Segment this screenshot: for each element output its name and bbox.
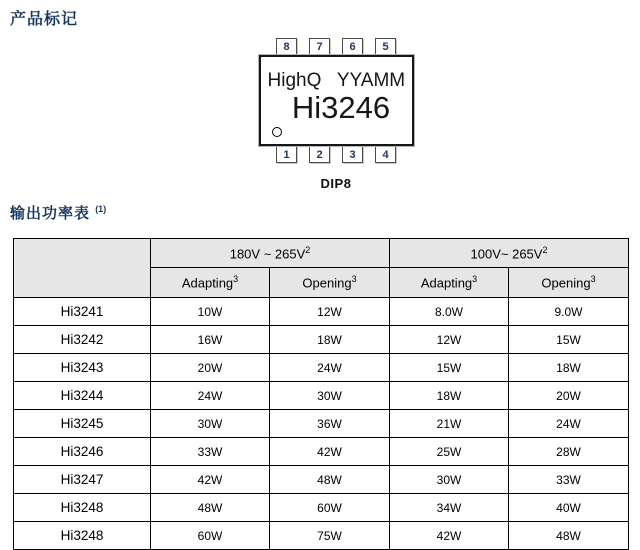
pin-5: 5 (375, 38, 396, 55)
part-number-cell: Hi3243 (14, 354, 151, 382)
col-header-opening-2 (509, 268, 629, 298)
power-value-cell: 30W (390, 466, 509, 494)
power-value-cell: 30W (270, 382, 390, 410)
power-value-cell: 15W (509, 326, 629, 354)
power-value-cell: 15W (390, 354, 509, 382)
power-value-cell: 48W (270, 466, 390, 494)
top-pin-row (276, 38, 396, 55)
chip-body (259, 55, 414, 146)
pin-4: 4 (375, 146, 396, 163)
voltage-range-2-label: 100V~ 265V (470, 246, 543, 262)
pin-2: 2 (309, 146, 330, 163)
voltage-range-1-label: 180V ~ 265V (229, 246, 306, 262)
part-number-cell: Hi3246 (14, 438, 151, 466)
part-number-cell: Hi3241 (14, 298, 151, 326)
table-row (14, 438, 629, 466)
footnote-ref-1: (1) (95, 204, 107, 214)
col-header-sup: 3 (351, 274, 357, 285)
table-group-header-row (14, 239, 629, 268)
part-number-cell: Hi3242 (14, 326, 151, 354)
table-row (14, 494, 629, 522)
col-header-label: Adapting (181, 275, 234, 291)
power-value-cell: 42W (151, 466, 270, 494)
table-row (14, 298, 629, 326)
power-value-cell: 30W (151, 410, 270, 438)
col-header-adapting-1 (151, 268, 270, 298)
power-value-cell: 60W (270, 494, 390, 522)
power-value-cell: 33W (509, 466, 629, 494)
section-title-output-power-table (10, 202, 106, 223)
part-number-cell: Hi3248 (14, 494, 151, 522)
power-value-cell: 18W (390, 382, 509, 410)
power-value-cell: 25W (390, 438, 509, 466)
chip-part-number: Hi3246 (291, 90, 391, 125)
power-value-cell: 60W (151, 522, 270, 550)
col-header-sup: 3 (233, 274, 239, 285)
power-value-cell: 20W (509, 382, 629, 410)
power-value-cell: 28W (509, 438, 629, 466)
col-header-adapting-2 (390, 268, 509, 298)
section-title-product-marking: 产品标记 (10, 11, 79, 28)
part-number-cell: Hi3244 (14, 382, 151, 410)
power-value-cell: 33W (151, 438, 270, 466)
power-value-cell: 75W (270, 522, 390, 550)
power-value-cell: 12W (390, 326, 509, 354)
part-number-cell: Hi3248 (14, 522, 151, 550)
pin-3: 3 (342, 146, 363, 163)
voltage-range-header-1 (151, 239, 390, 268)
power-value-cell: 8.0W (390, 298, 509, 326)
power-value-cell: 48W (509, 522, 629, 550)
power-value-cell: 48W (151, 494, 270, 522)
pin-1: 1 (276, 146, 297, 163)
chip-marking-line1: HighQ YYAMM (267, 70, 406, 91)
power-value-cell: 42W (390, 522, 509, 550)
part-number-cell: Hi3245 (14, 410, 151, 438)
section2-title-text: 输出功率表 (10, 205, 91, 222)
voltage-range-1-sup: 2 (305, 244, 311, 255)
table-row (14, 382, 629, 410)
power-value-cell: 24W (270, 354, 390, 382)
pin1-marker-icon (272, 127, 282, 137)
col-header-label: Adapting (420, 275, 473, 291)
output-power-table (13, 238, 629, 550)
power-value-cell: 18W (509, 354, 629, 382)
power-value-cell: 36W (270, 410, 390, 438)
chip-package-diagram (252, 38, 420, 191)
col-header-label: Opening (541, 275, 591, 291)
power-value-cell: 24W (509, 410, 629, 438)
pin-6: 6 (342, 38, 363, 55)
power-value-cell: 10W (151, 298, 270, 326)
power-value-cell: 18W (270, 326, 390, 354)
power-value-cell: 16W (151, 326, 270, 354)
power-value-cell: 42W (270, 438, 390, 466)
pin-7: 7 (309, 38, 330, 55)
power-value-cell: 40W (509, 494, 629, 522)
col-header-label: Opening (302, 275, 352, 291)
power-value-cell: 9.0W (509, 298, 629, 326)
part-number-cell: Hi3247 (14, 466, 151, 494)
voltage-range-2-sup: 2 (542, 244, 548, 255)
table-row (14, 410, 629, 438)
corner-cell (14, 239, 151, 298)
table-row (14, 354, 629, 382)
table-row (14, 522, 629, 550)
table-row (14, 326, 629, 354)
voltage-range-header-2 (390, 239, 629, 268)
table-row (14, 466, 629, 494)
power-value-cell: 34W (390, 494, 509, 522)
power-value-cell: 21W (390, 410, 509, 438)
col-header-sup: 3 (472, 274, 478, 285)
col-header-opening-1 (270, 268, 390, 298)
power-value-cell: 24W (151, 382, 270, 410)
power-value-cell: 12W (270, 298, 390, 326)
pin-8: 8 (276, 38, 297, 55)
bottom-pin-row (276, 146, 396, 163)
power-value-cell: 20W (151, 354, 270, 382)
col-header-sup: 3 (590, 274, 596, 285)
package-label: DIP8 (320, 176, 352, 191)
